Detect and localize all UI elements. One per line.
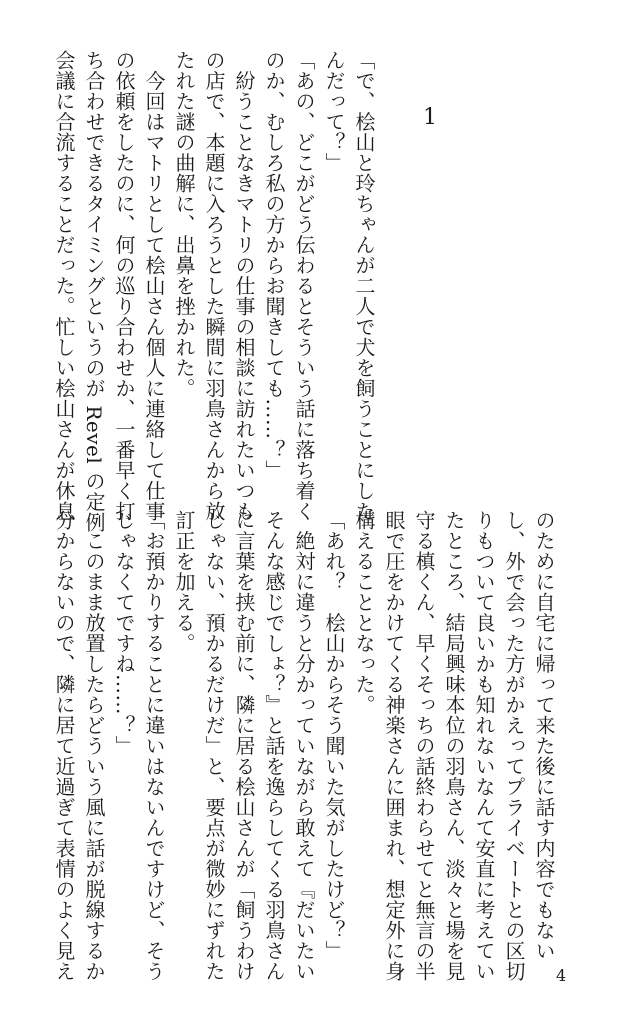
text-line: し、外で会った方がかえってプライベートとの区切 (502, 510, 526, 982)
chapter-number: 1 (423, 105, 437, 130)
text-line: 「あれ？ 桧山からそう聞いた気がしたけど？」 (322, 510, 346, 961)
text-line: 訂正を加える。 (172, 510, 196, 654)
text-line: たところ、結局興味本位の羽鳥さん、淡々と場を見 (442, 510, 466, 982)
text-line: 「あの、どこがどう伝わるとそういう話に落ち着く (292, 50, 316, 522)
text-line: 構えることとなった。 (352, 510, 376, 715)
text-line: に言葉を挟む前に、隣に居る桧山さんが「飼うわけ (232, 510, 256, 982)
text-line: のか、むしろ私の方からお聞きしても……？」 (262, 50, 286, 481)
text-line: 眼で圧をかけてくる神楽さんに囲まれ、想定外に身 (382, 510, 406, 982)
text-line: 絶対に違うと分かっていながら敢えて『だいたい (292, 510, 316, 982)
text-line: のために自宅に帰って来た後に話す内容でもない (532, 510, 556, 961)
bottom-text-block (49, 510, 559, 982)
text-line: の依頼をしたのに、何の巡り合わせか、一番早く打 (112, 50, 136, 522)
text-line: 今回はマトリとして桧山さん個人に連絡して仕事 (142, 50, 166, 522)
text-line: ち合わせできるタイミングというのが Revel の定例 (82, 50, 106, 533)
text-line: そんな感じでしょ？』と話を逸らしてくる羽鳥さん (262, 510, 286, 982)
text-line: たれた謎の曲解に、出鼻を挫かれた。 (172, 50, 196, 399)
text-line: 「お預かりすることに違いはないんですけど、そう (142, 510, 166, 982)
text-line: 分からないので、隣に居て近過ぎて表情のよく見え (52, 510, 76, 982)
page-number: 4 (556, 966, 567, 985)
text-line: りもついて良いかも知れないなんて安直に考えてい (472, 510, 496, 982)
top-text-block (49, 50, 379, 533)
text-line: じゃない、預かるだけだ」と、要点が微妙にずれた (202, 510, 226, 982)
text-line: 守る槙くん、早くそっちの話終わらせてと無言の半 (412, 510, 436, 982)
text-line: 「で、桧山と玲ちゃんが二人で犬を飼うことにした (352, 50, 376, 522)
text-line: このまま放置したらどういう風に話が脱線するか (82, 510, 106, 982)
text-line: んだって？」 (322, 50, 346, 173)
text-line: 紛うことなきマトリの仕事の相談に訪れたいつも (232, 50, 256, 522)
text-line: じゃなくてですね……？」 (112, 510, 136, 756)
text-line: の店で、本題に入ろうとした瞬間に羽鳥さんから放 (202, 50, 226, 522)
text-line: 会議に合流することだった。忙しい桧山さんが休息 (52, 50, 76, 522)
